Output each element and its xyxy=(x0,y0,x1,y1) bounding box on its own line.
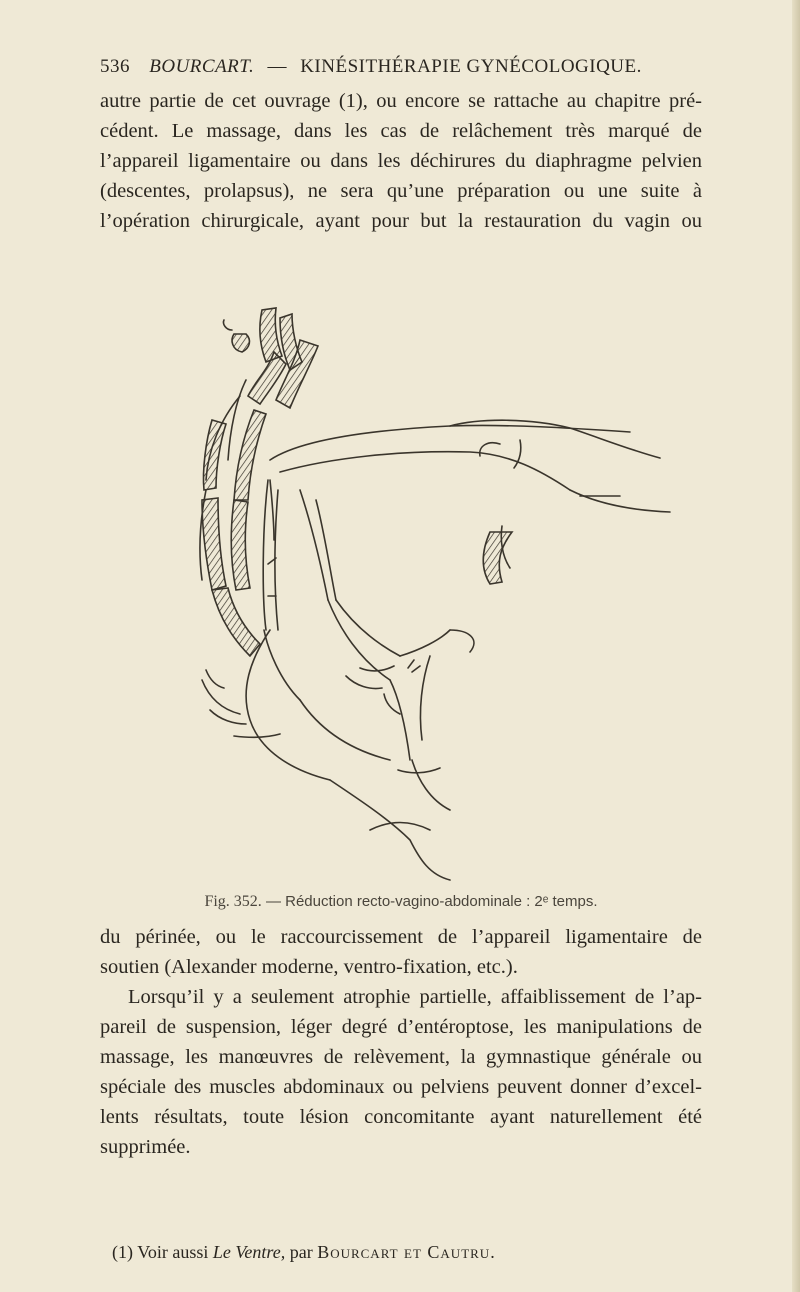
caption-text: Réduction recto-vagino-abdominale : 2ᵉ temps. xyxy=(285,893,598,910)
text-line: pareil de suspension, léger degré d’entéroptose, les manipulations de xyxy=(100,1016,702,1038)
figure-caption xyxy=(100,893,702,911)
text-line: Lorsqu’il y a seulement atrophie partielle, affaiblissement de l’ap- xyxy=(128,986,702,1008)
running-header xyxy=(100,56,700,78)
header-title: KINÉSITHÉRAPIE GYNÉCOLOGIQUE. xyxy=(300,56,642,77)
text-line: spéciale des muscles abdominaux ou pelviens peuvent donner d’excel- xyxy=(100,1076,702,1098)
caption-dash: — xyxy=(265,893,281,910)
footnote-marker: (1) xyxy=(112,1242,133,1262)
page-number: 536 xyxy=(100,56,130,77)
text-line: massage, les manœuvres de relèvement, la gymnastique générale ou xyxy=(100,1046,702,1068)
text-line: (descentes, prolapsus), ne sera qu’une préparation ou une suite à xyxy=(100,180,702,202)
header-dash: — xyxy=(267,56,287,77)
text-line: l’appareil ligamentaire ou dans les déchirures du diaphragme pelvien xyxy=(100,150,702,172)
footnote xyxy=(112,1242,712,1263)
text-line: cédent. Le massage, dans les cas de relâchement très marqué de xyxy=(100,120,702,142)
header-author: BOURCART. xyxy=(149,56,255,77)
text-line: autre partie de cet ouvrage (1), ou encore se rattache au chapitre pré- xyxy=(100,90,702,112)
footnote-by: par xyxy=(289,1242,313,1262)
page-edge xyxy=(792,0,800,1292)
text-line: lents résultats, toute lésion concomitante ayant naturellement été xyxy=(100,1106,702,1128)
paragraph-top xyxy=(100,86,702,236)
text-line: supprimée. xyxy=(100,1136,191,1158)
footnote-authors: Bourcart et Cautru. xyxy=(317,1242,496,1262)
text-line: soutien (Alexander moderne, ventro-fixation, etc.). xyxy=(100,956,518,978)
figure-label: Fig. 352. xyxy=(204,893,262,910)
paragraph-bottom xyxy=(100,922,702,1162)
anatomical-illustration xyxy=(150,300,690,890)
text-line: l’opération chirurgicale, ayant pour but la restauration du vagin ou xyxy=(100,210,702,232)
footnote-book-title: Le Ventre, xyxy=(212,1242,286,1262)
text-line: du périnée, ou le raccourcissement de l’appareil ligamentaire de xyxy=(100,926,702,948)
footnote-text: Voir aussi xyxy=(137,1242,209,1262)
